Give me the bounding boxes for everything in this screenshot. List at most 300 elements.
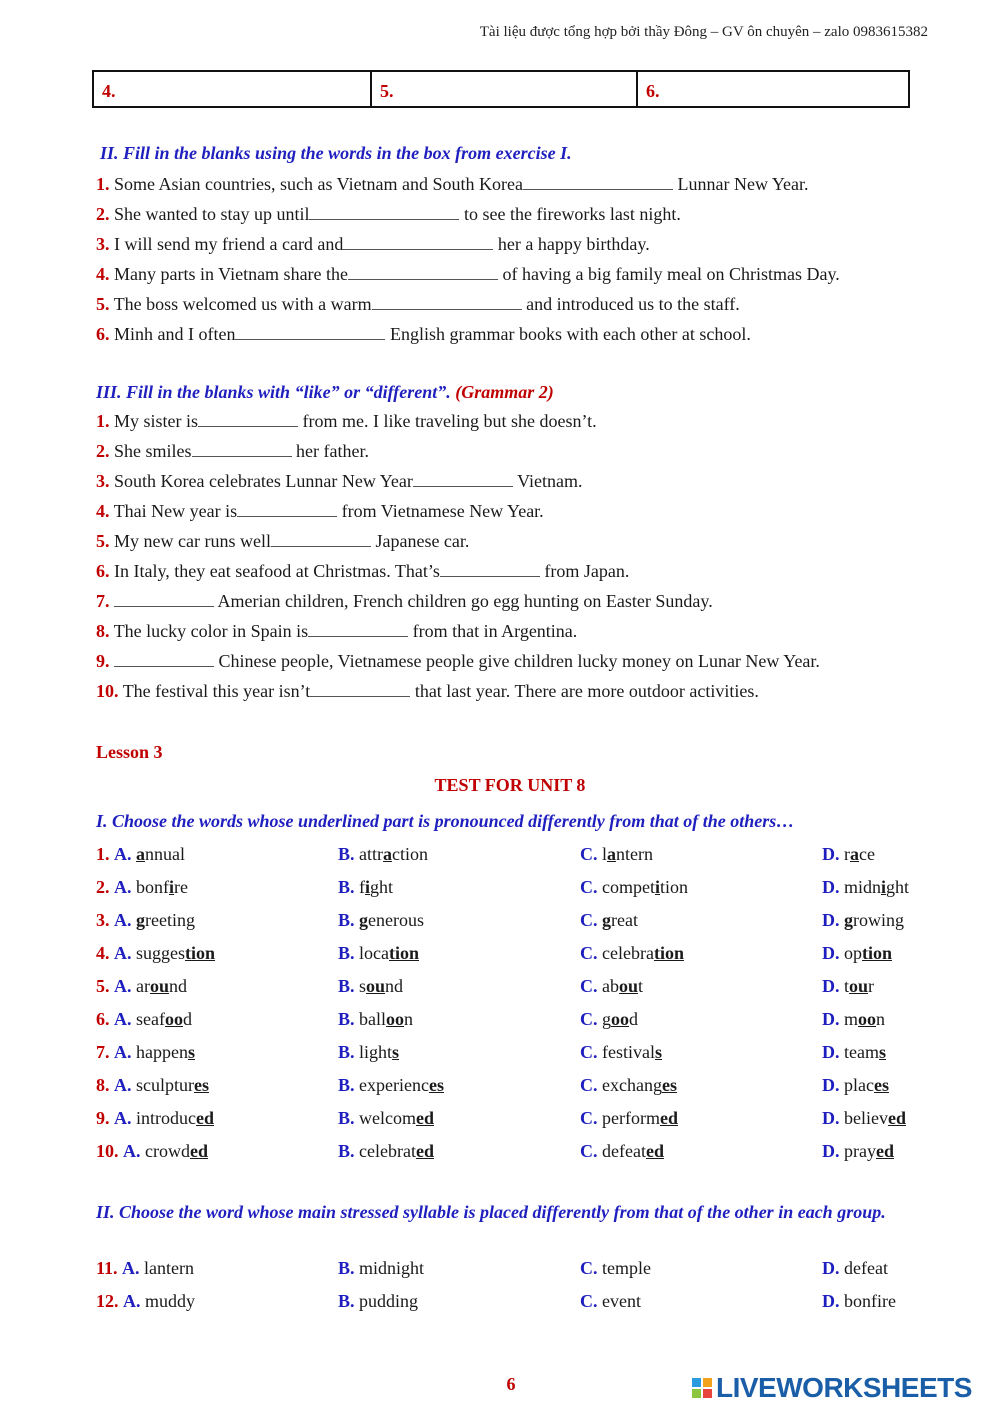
option-cell[interactable] <box>96 970 338 1003</box>
option-cell[interactable] <box>580 871 822 904</box>
option-letter: B. <box>338 1042 355 1062</box>
answer-blank[interactable] <box>343 233 493 250</box>
question-number: 6. <box>96 1009 110 1029</box>
option-cell[interactable] <box>338 838 580 871</box>
option-letter: B. <box>338 1009 355 1029</box>
option-cell[interactable] <box>96 838 338 871</box>
brand-logo-square-l <box>692 1378 701 1387</box>
answer-blank[interactable] <box>192 440 292 457</box>
option-word: bonfire <box>844 1291 896 1311</box>
option-cell[interactable] <box>822 1036 952 1069</box>
word-part: ce <box>859 844 875 864</box>
answer-blank[interactable] <box>309 203 459 220</box>
option-letter: A. <box>114 1108 132 1128</box>
option-letter: C. <box>580 1258 598 1278</box>
stress-grid <box>96 1252 956 1318</box>
option-cell[interactable] <box>338 1069 580 1102</box>
word-part: believ <box>844 1108 888 1128</box>
option-letter: D. <box>822 1258 840 1278</box>
header-note: Tài liệu được tổng hợp bởi thầy Đông – GV ôn chuyên – zalo 0983615382 <box>479 24 928 40</box>
word-part: perform <box>602 1108 660 1128</box>
question-number: 7. <box>96 1042 110 1062</box>
underlined-part: s <box>392 1042 400 1062</box>
test-title: TEST FOR UNIT 8 <box>434 775 586 795</box>
question-line <box>96 556 940 586</box>
option-cell[interactable] <box>822 1285 952 1318</box>
section-heading <box>96 380 940 404</box>
question-line <box>96 466 940 496</box>
word-part: compet <box>602 877 655 897</box>
question-line <box>96 676 940 706</box>
question-number: 6. <box>96 561 110 581</box>
question-number: 4. <box>96 264 110 284</box>
word-part: tion <box>660 877 689 897</box>
option-word: defeat <box>844 1258 888 1278</box>
question-line <box>96 319 940 349</box>
underlined-part: ou <box>619 976 639 996</box>
question-row <box>96 970 956 1003</box>
question-number: 3. <box>96 910 110 930</box>
option-letter: B. <box>338 1075 355 1095</box>
word-part: midn <box>844 877 882 897</box>
option-letter: A. <box>114 1042 132 1062</box>
option-letter: C. <box>580 1042 598 1062</box>
question-row <box>96 1252 956 1285</box>
option-letter: C. <box>580 1291 598 1311</box>
option-cell[interactable] <box>96 937 338 970</box>
word-part: loca <box>359 943 389 963</box>
option-word: event <box>602 1291 641 1311</box>
word-part: sculptur <box>136 1075 194 1095</box>
section-heading: II. Fill in the blanks using the words in the box from exercise I. <box>100 143 572 163</box>
underlined-part: ou <box>149 976 169 996</box>
question-text-before: South Korea celebrates Lunnar New Year <box>114 471 413 491</box>
underlined-part: oo <box>858 1009 877 1029</box>
underlined-part: i <box>169 877 175 897</box>
question-number: 3. <box>96 234 110 254</box>
brand-text: LIVEWORKSHEETS <box>716 1372 972 1403</box>
option-cell[interactable] <box>96 1252 338 1285</box>
question-row <box>96 904 956 937</box>
word-part: n <box>876 1009 886 1029</box>
underlined-part: ed <box>659 1108 678 1128</box>
answer-blank[interactable] <box>235 323 385 340</box>
underlined-part: g <box>136 910 145 930</box>
option-letter: B. <box>338 910 355 930</box>
answer-blank[interactable] <box>308 620 408 637</box>
option-cell[interactable] <box>96 1036 338 1069</box>
option-letter: C. <box>580 1075 598 1095</box>
word-part: reat <box>611 910 638 930</box>
option-letter: A. <box>114 976 132 996</box>
question-number: 10. <box>96 1141 119 1161</box>
underlined-part: a <box>383 844 393 864</box>
word-part: defeat <box>602 1141 646 1161</box>
word-part: d <box>629 1009 638 1029</box>
option-cell[interactable] <box>822 1252 952 1285</box>
question-text-after: her a happy birthday. <box>493 234 650 254</box>
word-part: r <box>868 976 875 996</box>
word-part: t <box>638 976 644 996</box>
option-cell[interactable] <box>338 1252 580 1285</box>
test-pronunciation-heading <box>96 809 940 833</box>
answer-blank[interactable] <box>114 650 214 667</box>
word-part: team <box>844 1042 879 1062</box>
word-part: ght <box>370 877 394 897</box>
question-line <box>96 169 940 199</box>
section-like-different <box>96 380 940 706</box>
underlined-part: i <box>881 877 887 897</box>
underlined-part: ed <box>415 1141 434 1161</box>
question-text-after: her father. <box>291 441 369 461</box>
question-row <box>96 1135 956 1168</box>
option-cell[interactable] <box>822 1135 952 1168</box>
option-cell[interactable] <box>96 1069 338 1102</box>
underlined-part: g <box>602 910 611 930</box>
question-line <box>96 436 940 466</box>
word-part: attr <box>359 844 384 864</box>
option-cell[interactable] <box>580 1036 822 1069</box>
option-letter: D. <box>822 1291 840 1311</box>
word-part: ntern <box>616 844 653 864</box>
question-number: 6. <box>96 324 110 344</box>
word-part: festival <box>602 1042 655 1062</box>
question-row <box>96 937 956 970</box>
option-word: midnight <box>359 1258 425 1278</box>
question-text-before: The boss welcomed us with a warm <box>113 294 372 314</box>
section-heading: II. Choose the word whose main stressed syllable is placed differently from that of the other in each group. <box>96 1202 886 1222</box>
option-word: lantern <box>144 1258 194 1278</box>
option-cell[interactable] <box>580 838 822 871</box>
question-number: 9. <box>96 1108 110 1128</box>
option-letter: B. <box>338 1108 355 1128</box>
option-letter: D. <box>822 976 840 996</box>
option-cell[interactable] <box>96 1285 338 1318</box>
option-letter: B. <box>338 844 355 864</box>
word-part: crowd <box>145 1141 190 1161</box>
underlined-part: tion <box>862 943 893 963</box>
option-letter: A. <box>114 877 132 897</box>
question-text-after: English grammar books with each other at school. <box>385 324 751 344</box>
question-number: 8. <box>96 621 110 641</box>
underlined-part: s <box>187 1042 195 1062</box>
underlined-part: es <box>873 1075 889 1095</box>
question-text-before: Minh and I often <box>114 324 236 344</box>
option-cell[interactable] <box>338 904 580 937</box>
underlined-part: es <box>194 1075 209 1095</box>
option-letter: A. <box>114 943 132 963</box>
underlined-part: es <box>428 1075 444 1095</box>
underlined-part: ed <box>887 1108 906 1128</box>
question-number: 5. <box>96 294 110 314</box>
question-text-after: Chinese people, Vietnamese people give children lucky money on Lunar New Year. <box>214 651 820 671</box>
question-row <box>96 871 956 904</box>
page-number: 6 <box>506 1374 516 1394</box>
option-letter: C. <box>580 877 598 897</box>
word-part: celebra <box>602 943 654 963</box>
question-text-before: She smiles <box>114 441 192 461</box>
brand-logo-square-e <box>703 1389 712 1398</box>
question-text-before: My sister is <box>114 411 199 431</box>
word-part: rowing <box>853 910 904 930</box>
option-cell[interactable] <box>822 1003 952 1036</box>
question-number: 1. <box>96 844 110 864</box>
underlined-part: a <box>136 844 145 864</box>
word-part: s <box>359 976 367 996</box>
question-text-before: She wanted to stay up until <box>114 204 310 224</box>
underlined-part: tion <box>389 943 420 963</box>
option-cell[interactable] <box>96 904 338 937</box>
option-cell[interactable] <box>338 1036 580 1069</box>
question-text-after: from Vietnamese New Year. <box>337 501 544 521</box>
section-heading: I. Choose the words whose underlined part is pronounced differently from that of the others… <box>96 811 795 831</box>
underlined-part: a <box>607 844 617 864</box>
option-letter: C. <box>580 910 598 930</box>
test-stress-heading <box>96 1200 932 1224</box>
option-cell[interactable] <box>580 1135 822 1168</box>
option-cell[interactable] <box>338 1102 580 1135</box>
word-part: f <box>359 877 366 897</box>
option-cell[interactable] <box>580 1069 822 1102</box>
answer-cell-6[interactable]: 6. <box>646 81 660 101</box>
option-cell[interactable] <box>580 1102 822 1135</box>
question-text-after: of having a big family meal on Christmas Day. <box>498 264 840 284</box>
option-letter: A. <box>123 1141 141 1161</box>
option-letter: D. <box>822 877 840 897</box>
word-part: exchang <box>602 1075 662 1095</box>
option-word: muddy <box>145 1291 196 1311</box>
word-part: plac <box>844 1075 874 1095</box>
word-part: t <box>844 976 850 996</box>
question-text-after: from me. I like traveling but she doesn’t. <box>298 411 597 431</box>
section-heading-tag: (Grammar 2) <box>455 382 554 402</box>
option-cell[interactable] <box>338 1003 580 1036</box>
underlined-part: ed <box>645 1141 664 1161</box>
option-letter: B. <box>338 1141 355 1161</box>
question-number: 3. <box>96 471 110 491</box>
underlined-part: g <box>359 910 369 930</box>
underlined-part: ed <box>416 1108 434 1128</box>
question-number: 2. <box>96 441 110 461</box>
word-part: enerous <box>368 910 424 930</box>
option-cell[interactable] <box>338 1135 580 1168</box>
question-text-before: In Italy, they eat seafood at Christmas. That’s <box>114 561 440 581</box>
word-part: introduc <box>136 1108 196 1128</box>
answer-blank[interactable] <box>523 173 673 190</box>
option-cell[interactable] <box>96 871 338 904</box>
question-text-before: My new car runs well <box>114 531 271 551</box>
word-part: g <box>602 1009 611 1029</box>
option-letter: D. <box>822 844 840 864</box>
word-part: celebrat <box>359 1141 416 1161</box>
option-cell[interactable] <box>338 1285 580 1318</box>
question-row <box>96 1069 956 1102</box>
option-letter: D. <box>822 1009 840 1029</box>
option-letter: D. <box>822 1141 840 1161</box>
option-cell[interactable] <box>822 937 952 970</box>
option-letter: D. <box>822 910 840 930</box>
underlined-part: g <box>844 910 853 930</box>
word-part: l <box>602 844 608 864</box>
question-text-after: Japanese car. <box>370 531 470 551</box>
underlined-part: tion <box>185 943 216 963</box>
word-part: ction <box>392 844 429 864</box>
option-cell[interactable] <box>580 1285 822 1318</box>
liveworksheets-brand <box>692 1372 972 1404</box>
word-part: experienc <box>359 1075 429 1095</box>
question-number: 11. <box>96 1258 118 1278</box>
option-letter: C. <box>580 976 598 996</box>
option-cell[interactable] <box>822 1102 952 1135</box>
question-number: 4. <box>96 943 110 963</box>
option-cell[interactable] <box>822 838 952 871</box>
question-line <box>96 646 940 676</box>
underlined-part: ed <box>189 1141 208 1161</box>
option-cell[interactable] <box>96 1135 338 1168</box>
question-number: 7. <box>96 591 110 611</box>
question-text-after: Lunnar New Year. <box>673 174 809 194</box>
brand-logo-square-i <box>703 1378 712 1387</box>
question-number: 2. <box>96 877 110 897</box>
word-part: re <box>174 877 188 897</box>
underlined-part: ou <box>849 976 869 996</box>
option-letter: B. <box>338 976 355 996</box>
answer-cell-4[interactable]: 4. <box>94 72 372 106</box>
option-letter: C. <box>580 1141 598 1161</box>
option-cell[interactable] <box>580 937 822 970</box>
question-number: 8. <box>96 1075 110 1095</box>
question-line <box>96 526 940 556</box>
question-text-before: Some Asian countries, such as Vietnam and South Korea <box>114 174 524 194</box>
pronunciation-grid <box>96 838 956 1168</box>
option-letter: A. <box>114 1009 132 1029</box>
underlined-part: ou <box>366 976 386 996</box>
word-part: r <box>844 844 850 864</box>
question-number: 5. <box>96 531 110 551</box>
option-letter: A. <box>123 1291 141 1311</box>
underlined-part: s <box>878 1042 886 1062</box>
question-text-before: Thai New year is <box>113 501 238 521</box>
question-text-after: and introduced us to the staff. <box>521 294 740 314</box>
word-part: light <box>359 1042 393 1062</box>
option-letter: D. <box>822 1075 840 1095</box>
option-letter: D. <box>822 1042 840 1062</box>
option-cell[interactable] <box>580 970 822 1003</box>
option-letter: D. <box>822 1108 840 1128</box>
answer-blank[interactable] <box>114 590 214 607</box>
question-text-after: from that in Argentina. <box>408 621 578 641</box>
option-letter: D. <box>822 943 840 963</box>
option-letter: C. <box>580 1108 598 1128</box>
word-part: reeting <box>145 910 195 930</box>
option-cell[interactable] <box>580 1003 822 1036</box>
question-line <box>96 199 940 229</box>
option-cell[interactable] <box>822 970 952 1003</box>
underlined-part: tion <box>653 943 684 963</box>
question-text-after: to see the fireworks last night. <box>459 204 681 224</box>
underlined-part: ed <box>875 1141 894 1161</box>
word-part: m <box>844 1009 859 1029</box>
underlined-part: oo <box>386 1009 405 1029</box>
question-number: 5. <box>96 976 110 996</box>
question-number: 1. <box>96 411 110 431</box>
option-cell[interactable] <box>580 904 822 937</box>
question-line <box>96 496 940 526</box>
answer-blank[interactable] <box>271 530 371 547</box>
word-part: ball <box>359 1009 387 1029</box>
word-part: ar <box>136 976 150 996</box>
question-row <box>96 838 956 871</box>
option-letter: A. <box>122 1258 140 1278</box>
option-letter: A. <box>114 910 132 930</box>
answer-blank[interactable] <box>440 560 540 577</box>
option-letter: C. <box>580 1009 598 1029</box>
question-line <box>96 289 940 319</box>
answer-blank[interactable] <box>237 500 337 517</box>
option-cell[interactable] <box>338 871 580 904</box>
answer-blank[interactable] <box>198 410 298 427</box>
underlined-part: es <box>661 1075 677 1095</box>
word-part: pray <box>844 1141 876 1161</box>
underlined-part: a <box>850 844 859 864</box>
option-cell[interactable] <box>580 1252 822 1285</box>
question-text-after: Vietnam. <box>512 471 583 491</box>
section-fill-blanks <box>96 141 940 349</box>
option-letter: B. <box>338 1258 355 1278</box>
question-line <box>96 616 940 646</box>
question-number: 10. <box>96 681 119 701</box>
question-line <box>96 406 940 436</box>
option-letter: B. <box>338 943 355 963</box>
word-part: ab <box>602 976 619 996</box>
answer-blank[interactable] <box>372 293 522 310</box>
option-cell[interactable] <box>822 904 952 937</box>
option-letter: C. <box>580 943 598 963</box>
question-number: 12. <box>96 1291 119 1311</box>
answer-blank[interactable] <box>310 680 410 697</box>
answer-blank[interactable] <box>348 263 498 280</box>
word-part: n <box>404 1009 414 1029</box>
question-row <box>96 1003 956 1036</box>
answer-cell-5[interactable]: 5. <box>372 72 638 106</box>
option-cell[interactable] <box>96 1102 338 1135</box>
word-part: welcom <box>359 1108 416 1128</box>
question-number: 2. <box>96 204 110 224</box>
question-number: 1. <box>96 174 110 194</box>
underlined-part: ed <box>196 1108 214 1128</box>
word-part: op <box>844 943 862 963</box>
word-part: seaf <box>136 1009 165 1029</box>
option-cell[interactable] <box>338 937 580 970</box>
answer-blank[interactable] <box>413 470 513 487</box>
brand-logo-square-v <box>692 1389 701 1398</box>
question-text-before: The festival this year isn’t <box>122 681 311 701</box>
question-row <box>96 1285 956 1318</box>
option-cell[interactable] <box>338 970 580 1003</box>
section-heading-text: III. Fill in the blanks with “like” or “different”. <box>96 382 451 402</box>
question-number: 9. <box>96 651 110 671</box>
option-cell[interactable] <box>822 1069 952 1102</box>
option-letter: A. <box>114 844 132 864</box>
option-cell[interactable] <box>96 1003 338 1036</box>
word-part: sugges <box>136 943 185 963</box>
word-part: d <box>182 1009 192 1029</box>
question-text-before: I will send my friend a card and <box>114 234 344 254</box>
underlined-part: i <box>654 877 660 897</box>
brand-logo-icon <box>692 1378 712 1398</box>
question-text-before: Many parts in Vietnam share the <box>114 264 349 284</box>
option-cell[interactable] <box>822 871 952 904</box>
